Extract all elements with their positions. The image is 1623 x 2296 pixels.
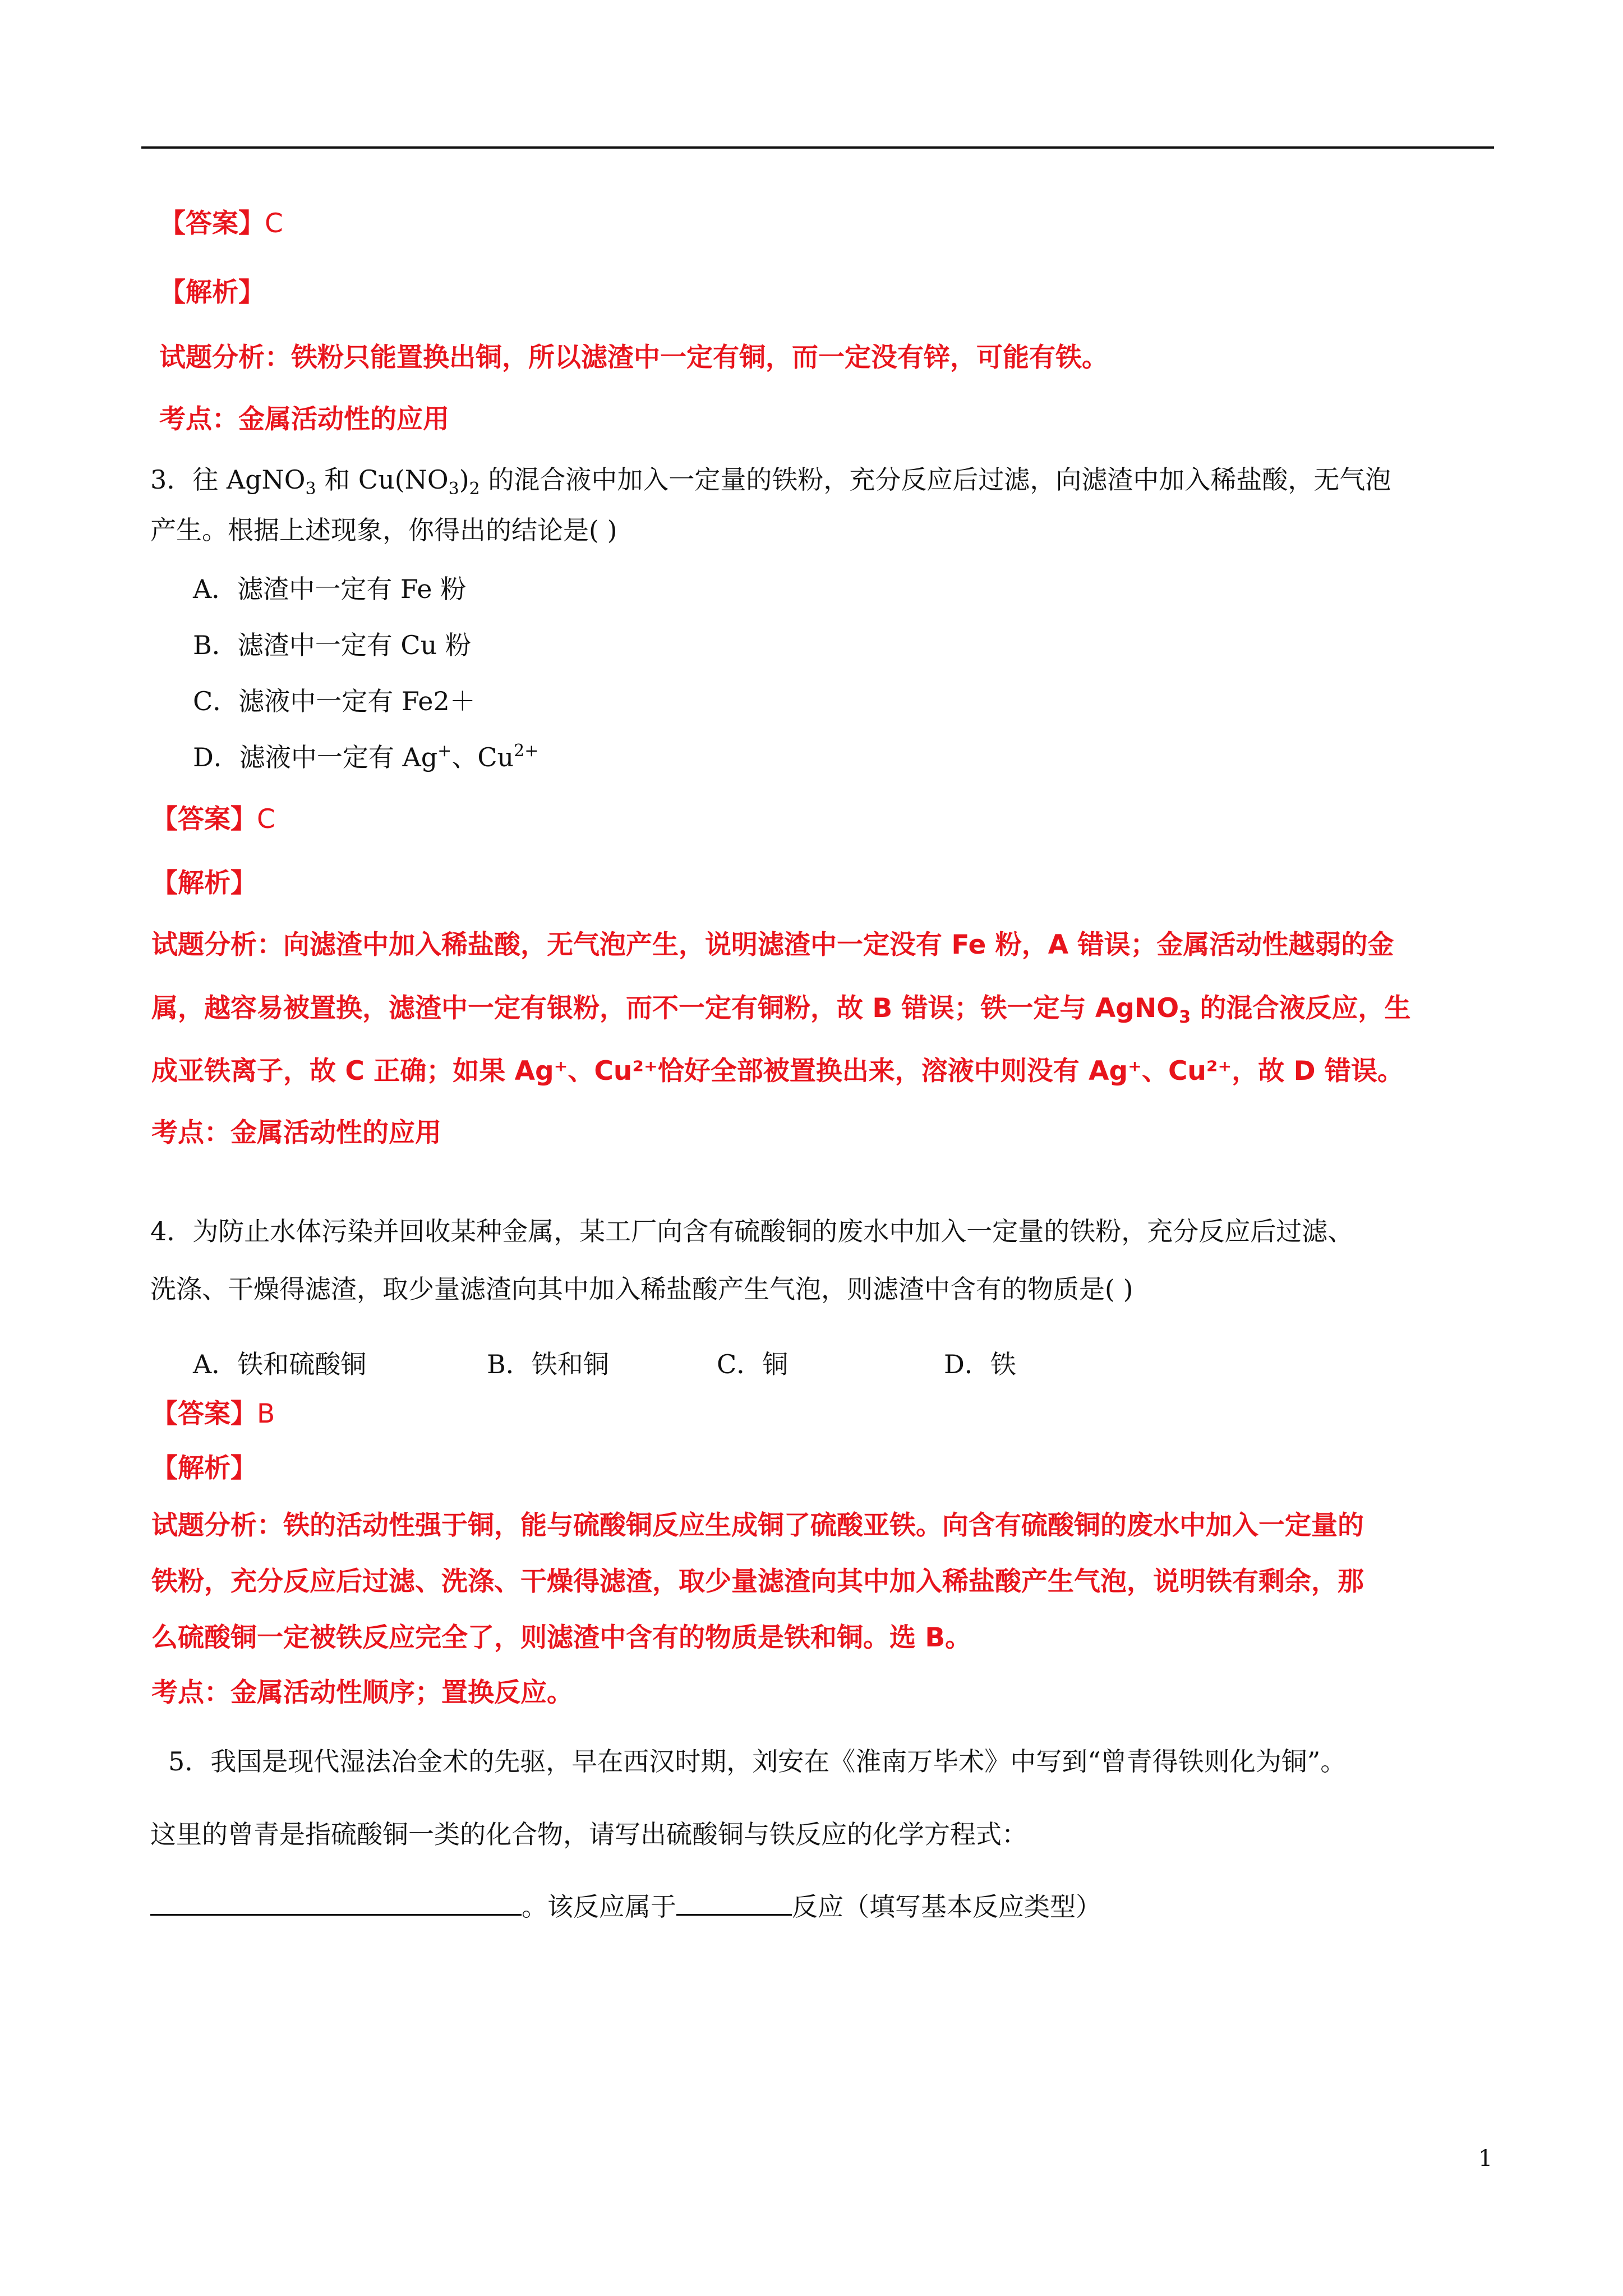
q3-stem-line2: 产生。根据上述现象，你得出的结论是( ): [150, 515, 617, 545]
q3-answer-label: 【答案】: [151, 804, 257, 835]
equation-blank[interactable]: [150, 1889, 522, 1916]
q3-answer-value: C: [257, 804, 275, 835]
q4-option-a: A．铁和硫酸铜: [193, 1349, 367, 1379]
q3-analysis-line2-b: 的混合液反应，生: [1191, 993, 1411, 1024]
q3-option-d-a: D．滤液中一定有 Ag: [193, 742, 438, 772]
q3-option-d-sup2: 2+: [514, 741, 539, 761]
q3-option-b: B．滤渣中一定有 Cu 粉: [193, 630, 471, 660]
q5-stem-line2: 这里的曾青是指硫酸铜一类的化合物，请写出硫酸铜与铁反应的化学方程式：: [150, 1819, 1027, 1849]
q3-answer-line: [151, 802, 275, 836]
q4-stem-line2: 洗涤、干燥得滤渣，取少量滤渣向其中加入稀盐酸产生气泡，则滤渣中含有的物质是( ): [150, 1274, 1133, 1304]
q3-stem-sub2: 3: [448, 479, 459, 499]
analysis-label-1: 【解析】: [159, 277, 265, 308]
q4-analysis-line1: 试题分析：铁的活动性强于铜，能与硫酸铜反应生成铜了硫酸亚铁。向含有硫酸铜的废水中加入一定量的: [151, 1510, 1364, 1541]
q3-option-d: [193, 740, 538, 774]
q4-option-c: C．铜: [717, 1349, 789, 1379]
q3-stem-sub1: 3: [305, 479, 316, 499]
reaction-type-blank[interactable]: [676, 1889, 792, 1916]
q4-analysis-label: 【解析】: [151, 1453, 257, 1484]
q3-option-a: A．滤渣中一定有 Fe 粉: [193, 574, 467, 604]
answer-line-1: [159, 206, 283, 241]
q3-stem-a: 3．往 AgNO: [150, 464, 306, 495]
analysis-text-1: 试题分析：铁粉只能置换出铜，所以滤渣中一定有铜，而一定没有锌，可能有铁。: [159, 342, 1108, 373]
q5-stem-line3-end: 反应（填写基本反应类型）: [792, 1892, 1101, 1922]
q3-option-d-sup1: +: [437, 741, 452, 761]
answer-label: 【答案】: [159, 208, 265, 239]
q4-stem-line1: 4．为防止水体污染并回收某种金属，某工厂向含有硫酸铜的废水中加入一定量的铁粉，充分反应后过滤、: [150, 1216, 1354, 1246]
kaodian-1: 考点：金属活动性的应用: [159, 404, 449, 435]
q4-kaodian: 考点：金属活动性顺序；置换反应。: [151, 1677, 573, 1708]
q3-analysis-line1: 试题分析：向滤渣中加入稀盐酸，无气泡产生，说明滤渣中一定没有 Fe 粉，A 错误；金属活动性越弱的金: [151, 930, 1394, 960]
q4-answer-line: [151, 1397, 275, 1431]
q4-analysis-line3: 么硫酸铜一定被铁反应完全了，则滤渣中含有的物质是铁和铜。选 B。: [151, 1622, 972, 1653]
q3-stem-c: ): [459, 464, 469, 495]
q3-option-d-b: 、Cu: [451, 742, 514, 772]
q5-stem-line1: 5．我国是现代湿法冶金术的先驱，早在西汉时期，刘安在《淮南万毕术》中写到“曾青得铁则化为铜”。: [168, 1746, 1347, 1777]
q3-stem-line1: [150, 463, 1391, 499]
q3-stem-b: 和 Cu(NO: [316, 464, 449, 495]
page-number: 1: [1478, 2146, 1493, 2171]
q3-stem-d: 的混合液中加入一定量的铁粉，充分反应后过滤，向滤渣中加入稀盐酸，无气泡: [479, 464, 1391, 495]
q4-analysis-line2: 铁粉，充分反应后过滤、洗涤、干燥得滤渣，取少量滤渣向其中加入稀盐酸产生气泡，说明铁有剩余，那: [151, 1566, 1364, 1597]
q3-analysis-line2-sub: 3: [1179, 1007, 1191, 1027]
header-rule: [141, 146, 1494, 149]
q5-stem-line3-mid: 。该反应属于: [522, 1892, 676, 1922]
answer-value: C: [265, 208, 283, 239]
q4-option-b: B．铁和铜: [487, 1349, 609, 1379]
q4-option-d: D．铁: [944, 1349, 1016, 1379]
q3-stem-sub3: 2: [469, 479, 480, 499]
q3-analysis-label: 【解析】: [151, 868, 257, 899]
q3-kaodian: 考点：金属活动性的应用: [151, 1117, 441, 1148]
q5-stem-line3: [150, 1889, 1101, 1924]
q3-analysis-line3: 成亚铁离子，故 C 正确；如果 Ag⁺、Cu²⁺恰好全部被置换出来，溶液中则没有 Ag⁺、Cu²⁺，故 D 错误。: [151, 1056, 1404, 1087]
q3-analysis-line2: [151, 992, 1410, 1025]
q3-analysis-line2-a: 属，越容易被置换，滤渣中一定有银粉，而不一定有铜粉，故 B 错误；铁一定与 AgNO: [151, 993, 1179, 1024]
q4-answer-value: B: [257, 1398, 275, 1429]
q3-option-c: C．滤液中一定有 Fe2＋: [193, 686, 476, 716]
q4-answer-label: 【答案】: [151, 1398, 257, 1429]
